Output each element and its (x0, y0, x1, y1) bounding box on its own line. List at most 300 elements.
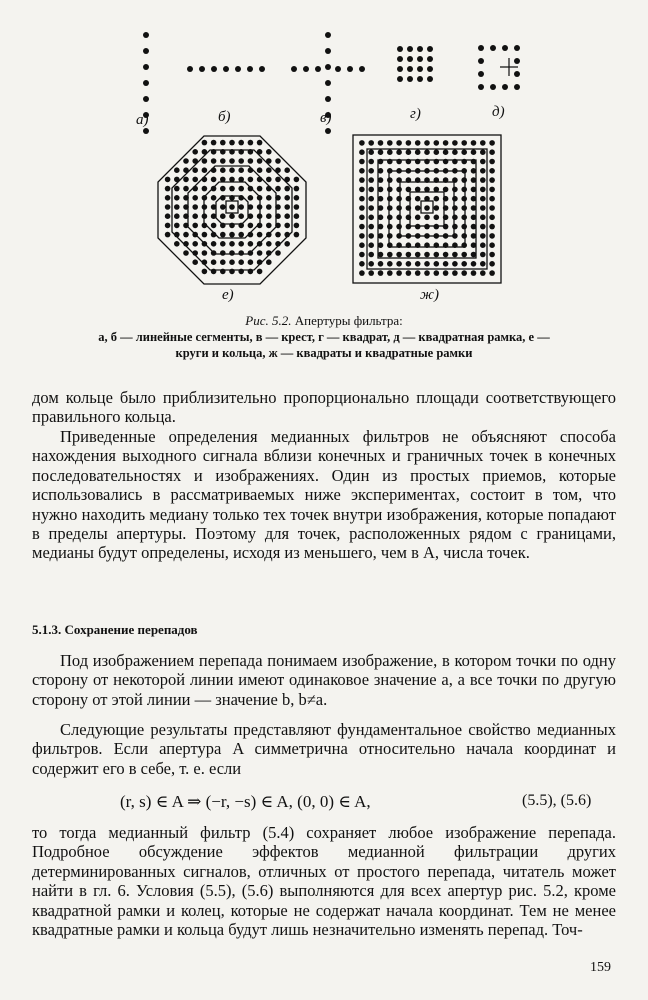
caption-line-3: круги и кольца, ж — квадраты и квадратные рамки (175, 346, 473, 360)
dot-square-grid (461, 205, 467, 211)
dot-octagon (229, 204, 235, 210)
dot-octagon (248, 241, 254, 247)
section-heading: 5.1.3. Сохранение перепадов (32, 622, 198, 637)
dot-octagon (275, 232, 281, 238)
dot-cross (325, 64, 331, 70)
dot-octagon (220, 213, 226, 219)
dot-octagon (192, 167, 198, 173)
dot-horizontal-segment (223, 66, 229, 72)
dot-square-grid (461, 224, 467, 230)
dot-octagon (238, 158, 244, 164)
dot-square-grid (368, 261, 374, 267)
dot-square-grid (368, 270, 374, 276)
dot-octagon (248, 140, 254, 146)
dot-vertical-segment (143, 80, 149, 86)
dot-square-grid (452, 270, 458, 276)
page-number: 159 (590, 960, 611, 975)
dot-cross (347, 66, 353, 72)
dot-square (397, 56, 403, 62)
dot-square-grid (452, 140, 458, 146)
label-v: в) (320, 110, 332, 126)
dot-octagon (183, 158, 189, 164)
dot-octagon (257, 269, 263, 275)
dot-square-grid (461, 215, 467, 221)
dot-square-grid (424, 205, 430, 211)
dot-square-grid (396, 224, 402, 230)
dot-octagon (229, 250, 235, 256)
dot-cross (335, 66, 341, 72)
dot-square-grid (359, 177, 365, 183)
label-e: е) (222, 287, 234, 303)
dot-square-grid (489, 159, 495, 165)
dot-octagon (275, 250, 281, 256)
dot-octagon (165, 223, 171, 229)
dot-square-grid (489, 270, 495, 276)
dot-octagon (284, 213, 290, 219)
dot-square-grid (489, 196, 495, 202)
dot-octagon (294, 186, 300, 192)
dot-octagon (294, 213, 300, 219)
dot-square-grid (359, 252, 365, 258)
dot-octagon (238, 259, 244, 265)
dot-octagon (229, 259, 235, 265)
caption-title: Рис. 5.2. (245, 313, 292, 328)
dot-square-grid (480, 159, 486, 165)
dot-square-grid (489, 149, 495, 155)
dot-octagon (202, 269, 208, 275)
dot-horizontal-segment (247, 66, 253, 72)
dot-octagon (202, 140, 208, 146)
dot-octagon (248, 195, 254, 201)
dot-square-grid (434, 215, 440, 221)
paragraph-5: то тогда медианный фильтр (5.4) сохраняет любое изображение перепада. Подробное обсуждение эффектов медианной фильтрации других детерминированных сигналов, отличных от простого перепада, читатель может найти в гл. 6. Условия (5.5), (5.6) выполняются для всех апертур рис. 5.2, кроме квадратной рамки и колец, которые не содержат начала координат. Тем не менее квадратные рамки и кольца будут лишь незначительно изменять перепад. Точ- (32, 823, 616, 940)
figure-apertures (0, 0, 648, 310)
dot-octagon (238, 241, 244, 247)
dot-square-grid (424, 215, 430, 221)
dot-octagon (248, 223, 254, 229)
dot-octagon (229, 158, 235, 164)
dot-octagon (220, 204, 226, 210)
dot-octagon (266, 213, 272, 219)
dot-square-grid (415, 261, 421, 267)
dot-square (417, 56, 423, 62)
dot-square-grid (368, 233, 374, 239)
dot-square-grid (378, 149, 384, 155)
dot-octagon (229, 213, 235, 219)
dot-square-grid (406, 261, 412, 267)
dot-octagon (257, 140, 263, 146)
dot-square (427, 76, 433, 82)
dot-square-grid (480, 187, 486, 193)
dot-octagon (229, 167, 235, 173)
dot-square (427, 46, 433, 52)
dot-square-grid (480, 242, 486, 248)
dot-square-grid (387, 215, 393, 221)
dot-square-grid (368, 159, 374, 165)
dot-octagon (248, 158, 254, 164)
dot-square-frame (514, 45, 520, 51)
dot-square-grid (368, 196, 374, 202)
dot-square-grid (424, 140, 430, 146)
dot-square-frame (502, 84, 508, 90)
dot-square-grid (452, 261, 458, 267)
caption-line-2: а, б — линейные сегменты, в — крест, г — квадрат, д — квадратная рамка, е — (98, 330, 550, 344)
dot-square-grid (359, 159, 365, 165)
dot-square-grid (471, 270, 477, 276)
dot-square-grid (387, 252, 393, 258)
dot-cross (325, 96, 331, 102)
dot-square-grid (359, 242, 365, 248)
dot-square-grid (480, 205, 486, 211)
dot-octagon (220, 259, 226, 265)
caption-text: Апертуры фильтра: (294, 313, 403, 328)
dot-square-grid (452, 196, 458, 202)
dot-square-grid (489, 205, 495, 211)
dot-square-grid (461, 187, 467, 193)
dot-square-grid (368, 168, 374, 174)
dot-square-grid (424, 270, 430, 276)
equation-numbers: (5.5), (5.6) (522, 792, 592, 809)
dot-octagon (294, 223, 300, 229)
dot-square-grid (480, 270, 486, 276)
dot-cross (325, 48, 331, 54)
dot-square-grid (461, 196, 467, 202)
dot-square-grid (452, 205, 458, 211)
dot-square-grid (406, 270, 412, 276)
dot-square (427, 66, 433, 72)
dot-square-grid (471, 261, 477, 267)
dot-square-grid (387, 205, 393, 211)
dot-square-grid (368, 224, 374, 230)
aperture-outlines (158, 135, 501, 284)
dot-square-grid (489, 224, 495, 230)
dot-square-grid (424, 252, 430, 258)
dot-octagon (174, 204, 180, 210)
dot-square-grid (452, 149, 458, 155)
dot-octagon (284, 223, 290, 229)
dot-square-grid (359, 205, 365, 211)
dot-square (397, 76, 403, 82)
dot-square-grid (480, 261, 486, 267)
dot-octagon (174, 241, 180, 247)
dot-square-grid (387, 261, 393, 267)
dot-octagon (229, 241, 235, 247)
dot-octagon (257, 250, 263, 256)
dot-vertical-segment (143, 32, 149, 38)
dot-square-grid (471, 149, 477, 155)
dot-octagon (266, 177, 272, 183)
dot-square (407, 76, 413, 82)
formula-5-5-5-6: (r, s) ∈ A ⇒ (−r, −s) ∈ A, (0, 0) ∈ A, (120, 792, 371, 811)
dot-square-grid (489, 187, 495, 193)
dot-square-grid (387, 196, 393, 202)
dot-octagon (266, 149, 272, 155)
dot-square-grid (480, 252, 486, 258)
dot-octagon (165, 213, 171, 219)
dot-square-grid (359, 168, 365, 174)
dot-square-grid (480, 140, 486, 146)
dot-octagon (294, 232, 300, 238)
dot-square-grid (359, 215, 365, 221)
dot-square-grid (396, 205, 402, 211)
dot-square-grid (489, 242, 495, 248)
dot-octagon (266, 167, 272, 173)
dot-square-grid (415, 252, 421, 258)
dot-square-grid (396, 149, 402, 155)
dot-square-grid (387, 140, 393, 146)
dot-square-grid (387, 270, 393, 276)
dot-octagon (192, 259, 198, 265)
dot-square-grid (434, 270, 440, 276)
dot-square-frame (490, 84, 496, 90)
dot-octagon (266, 223, 272, 229)
dot-octagon (211, 158, 217, 164)
dot-square-grid (396, 196, 402, 202)
dot-square-grid (461, 270, 467, 276)
dot-square-grid (378, 261, 384, 267)
dot-square-grid (415, 140, 421, 146)
dot-cross (359, 66, 365, 72)
dot-square-grid (359, 196, 365, 202)
dot-octagon (192, 241, 198, 247)
label-g: г) (410, 106, 421, 122)
dot-square-grid (489, 168, 495, 174)
dot-square-grid (368, 140, 374, 146)
dot-square-grid (434, 140, 440, 146)
dot-octagon (238, 232, 244, 238)
dot-octagon (284, 186, 290, 192)
dot-square-frame (514, 71, 520, 77)
dot-horizontal-segment (211, 66, 217, 72)
dot-cross (303, 66, 309, 72)
dot-octagon (284, 195, 290, 201)
dot-octagon (183, 232, 189, 238)
dot-octagon (229, 186, 235, 192)
dot-octagon (257, 186, 263, 192)
dot-square-grid (471, 140, 477, 146)
dot-square-grid (461, 233, 467, 239)
dot-octagon (238, 140, 244, 146)
dot-octagon (165, 204, 171, 210)
dot-square-grid (368, 187, 374, 193)
dot-octagon (238, 213, 244, 219)
dot-square-grid (424, 261, 430, 267)
dot-square-frame (490, 45, 496, 51)
dot-square-grid (461, 261, 467, 267)
dot-square-grid (480, 233, 486, 239)
dot-octagon (238, 204, 244, 210)
dot-octagon (183, 250, 189, 256)
paragraph-1: дом кольце было приблизительно пропорционально площади соответствующего правильного кольца. (32, 388, 616, 427)
dot-square-grid (424, 149, 430, 155)
dot-octagon (294, 204, 300, 210)
dot-octagon (220, 250, 226, 256)
dot-square-grid (387, 187, 393, 193)
dot-square-grid (434, 149, 440, 155)
dot-square-grid (387, 177, 393, 183)
dot-square-grid (406, 149, 412, 155)
dot-square-frame (478, 58, 484, 64)
dot-square-frame (514, 58, 520, 64)
dot-square (417, 46, 423, 52)
dot-octagon (202, 167, 208, 173)
dot-horizontal-segment (259, 66, 265, 72)
dot-square (427, 56, 433, 62)
dot-octagon (229, 232, 235, 238)
dot-square-grid (434, 196, 440, 202)
dot-square-grid (396, 261, 402, 267)
dot-square-grid (359, 140, 365, 146)
dot-square-grid (415, 149, 421, 155)
dot-octagon (257, 167, 263, 173)
dot-octagon (294, 195, 300, 201)
dot-square-grid (387, 149, 393, 155)
dot-square-frame (478, 71, 484, 77)
dot-square (397, 66, 403, 72)
dot-octagon (202, 158, 208, 164)
dot-octagon (220, 241, 226, 247)
dot-square-grid (434, 261, 440, 267)
dot-square-grid (489, 215, 495, 221)
dot-square-grid (461, 252, 467, 258)
dot-octagon (275, 158, 281, 164)
dot-octagon (266, 195, 272, 201)
dot-square-grid (434, 205, 440, 211)
dot-octagon (211, 241, 217, 247)
dot-square-grid (359, 187, 365, 193)
dot-octagon (275, 186, 281, 192)
dot-square-grid (396, 270, 402, 276)
dot-octagon (183, 186, 189, 192)
dot-square-grid (359, 233, 365, 239)
dot-octagon (238, 250, 244, 256)
dot-square-grid (461, 149, 467, 155)
dot-octagon (294, 177, 300, 183)
dot-square-grid (434, 252, 440, 258)
dot-octagon (192, 223, 198, 229)
dot-horizontal-segment (235, 66, 241, 72)
dot-octagon (248, 259, 254, 265)
dot-octagon (220, 167, 226, 173)
dot-octagon (257, 232, 263, 238)
dot-square-grid (406, 140, 412, 146)
dot-octagon (220, 140, 226, 146)
dot-square (407, 66, 413, 72)
dot-octagon (174, 167, 180, 173)
dot-square (407, 46, 413, 52)
dot-square-grid (387, 233, 393, 239)
dot-square-grid (480, 149, 486, 155)
dot-square-grid (443, 149, 449, 155)
paragraph-3: Под изображением перепада понимаем изображение, в котором точки по одну сторону от некоторой линии имеют одинаковое значение a, а все точки по другую сторону от этой линии — значение b, b≠a. (32, 651, 616, 709)
dot-square-grid (443, 252, 449, 258)
dot-octagon (238, 167, 244, 173)
dot-octagon (165, 186, 171, 192)
dot-octagon (192, 204, 198, 210)
dot-vertical-segment (143, 96, 149, 102)
dot-square-grid (480, 224, 486, 230)
dot-square (397, 46, 403, 52)
dot-octagon (174, 213, 180, 219)
dot-octagon (211, 140, 217, 146)
dot-square-grid (359, 224, 365, 230)
dot-horizontal-segment (187, 66, 193, 72)
dot-octagon (192, 149, 198, 155)
label-zh: ж) (420, 287, 439, 303)
dot-square-grid (378, 270, 384, 276)
dot-cross (291, 66, 297, 72)
dot-octagon (174, 223, 180, 229)
dot-octagon (192, 213, 198, 219)
dot-octagon (220, 232, 226, 238)
dot-square-grid (387, 224, 393, 230)
dot-square-grid (452, 224, 458, 230)
dot-cross (325, 80, 331, 86)
dot-square-grid (415, 205, 421, 211)
dot-octagon (165, 232, 171, 238)
dot-square-grid (368, 242, 374, 248)
dot-octagon (192, 195, 198, 201)
dot-cross (325, 32, 331, 38)
dot-square-grid (359, 149, 365, 155)
dot-square-grid (368, 177, 374, 183)
label-d: д) (492, 104, 505, 120)
dot-octagon (211, 195, 217, 201)
dot-square-grid (489, 261, 495, 267)
dot-octagon (275, 177, 281, 183)
dot-octagon (202, 186, 208, 192)
dot-square-grid (359, 261, 365, 267)
dot-square-grid (443, 140, 449, 146)
dot-square-grid (359, 270, 365, 276)
dot-octagon (211, 177, 217, 183)
dot-square (417, 66, 423, 72)
dot-square-grid (480, 168, 486, 174)
dot-cross (315, 66, 321, 72)
dot-square-frame (514, 84, 520, 90)
dot-octagon (174, 186, 180, 192)
dot-square-grid (415, 196, 421, 202)
dot-vertical-segment (143, 48, 149, 54)
dot-octagon (266, 204, 272, 210)
dot-square-grid (461, 140, 467, 146)
dot-octagon (284, 204, 290, 210)
dot-square-frame (478, 45, 484, 51)
paragraph-4: Следующие результаты представляют фундаментальное свойство медианных фильтров. Если апертура A симметрична относительно начала координат и содержит его в себе, т. е. если (32, 720, 616, 778)
dot-octagon (284, 241, 290, 247)
dot-square-grid (461, 177, 467, 183)
dot-square-grid (480, 196, 486, 202)
dot-octagon (284, 167, 290, 173)
figure-caption (0, 312, 648, 329)
dot-square-grid (452, 252, 458, 258)
dot-square-frame (478, 84, 484, 90)
dot-vertical-segment (143, 64, 149, 70)
dot-square (407, 56, 413, 62)
dot-square-grid (378, 140, 384, 146)
label-b: б) (218, 109, 231, 125)
dot-octagon (211, 223, 217, 229)
dot-square-grid (443, 261, 449, 267)
dot-octagon (211, 259, 217, 265)
dot-octagon (192, 177, 198, 183)
dot-octagon (220, 186, 226, 192)
dot-cross (325, 128, 331, 134)
dot-octagon (183, 177, 189, 183)
dot-square-grid (396, 215, 402, 221)
dot-octagon (220, 158, 226, 164)
dot-square-frame (502, 45, 508, 51)
